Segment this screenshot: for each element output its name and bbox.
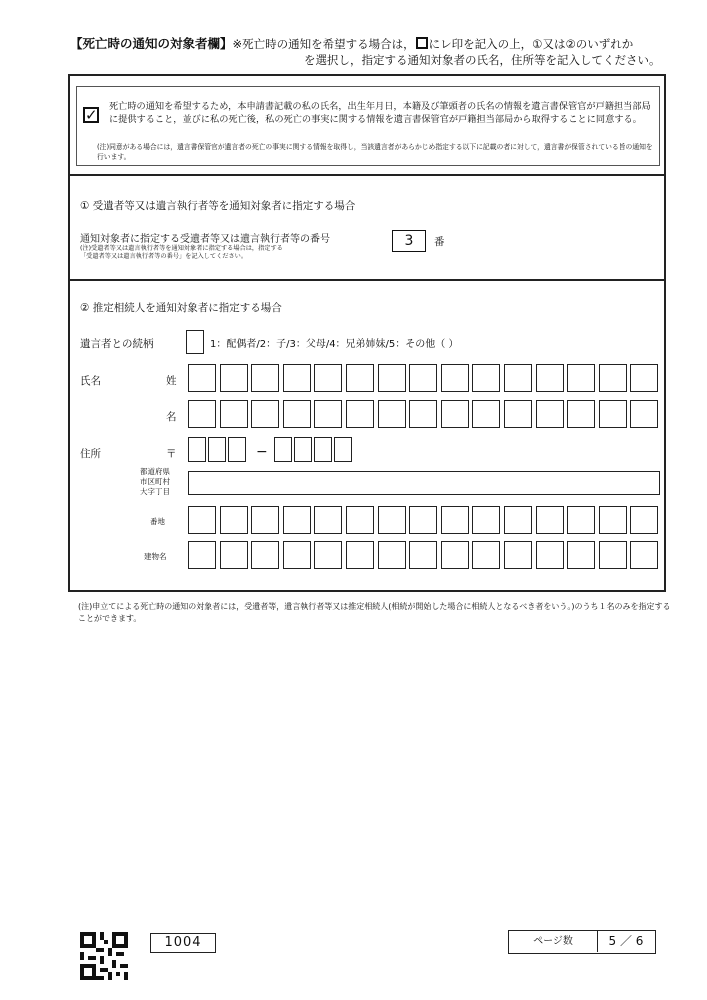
given-name-char-box[interactable] — [378, 400, 406, 428]
consent-checkbox[interactable]: ✓ — [85, 106, 98, 124]
building-char-box[interactable] — [536, 541, 564, 569]
postal-code-box[interactable] — [334, 437, 352, 462]
city-label: 市区町村 — [140, 477, 170, 486]
section1-number-label: 通知対象者に指定する受遺者等又は遺言執行者等の番号 — [80, 234, 330, 245]
building-char-box[interactable] — [346, 541, 374, 569]
building-char-box[interactable] — [409, 541, 437, 569]
given-name-char-box[interactable] — [536, 400, 564, 428]
address-label: 住所 — [80, 448, 101, 460]
banchi-char-box[interactable] — [472, 506, 500, 534]
building-char-box[interactable] — [630, 541, 658, 569]
page-label: ページ数 — [509, 931, 598, 952]
building-char-box[interactable] — [472, 541, 500, 569]
section1-note-line2: 「受遺者等又は遺言執行者等の番号」を記入してください。 — [80, 253, 248, 260]
document-number: 1004 — [150, 933, 216, 953]
banchi-char-box[interactable] — [283, 506, 311, 534]
header-instruction-start: ※死亡時の通知を希望する場合は， — [232, 37, 415, 51]
banchi-char-box[interactable] — [536, 506, 564, 534]
postal-code-box[interactable] — [294, 437, 312, 462]
given-name-char-box[interactable] — [283, 400, 311, 428]
surname-char-box[interactable] — [220, 364, 248, 392]
given-name-label: 名 — [166, 411, 177, 423]
building-char-box[interactable] — [567, 541, 595, 569]
banchi-char-box[interactable] — [630, 506, 658, 534]
building-char-box[interactable] — [504, 541, 532, 569]
consent-note: (注)同意がある場合には，遺言書保管官が遺言者の死亡の事実に関する情報を取得し，当該遺言者があらかじめ指定する以下に記載の者に対して，遺言書が保管されている旨の通知を行います。 — [97, 143, 653, 161]
surname-char-box[interactable] — [630, 364, 658, 392]
section-header — [70, 36, 670, 68]
given-name-char-box[interactable] — [251, 400, 279, 428]
banchi-char-box[interactable] — [251, 506, 279, 534]
name-label: 氏名 — [80, 375, 101, 387]
building-char-box[interactable] — [314, 541, 342, 569]
banchi-char-box[interactable] — [188, 506, 216, 534]
section1-note — [80, 245, 283, 261]
postal-code-box[interactable] — [188, 437, 206, 462]
page-indicator — [508, 930, 656, 954]
surname-char-box[interactable] — [251, 364, 279, 392]
relation-label: 遺言者との続柄 — [80, 338, 154, 350]
building-char-box[interactable] — [251, 541, 279, 569]
recipient-number-suffix: 番 — [434, 236, 445, 248]
notification-form — [68, 74, 666, 592]
district-label: 大字丁目 — [140, 487, 170, 496]
postal-code-box[interactable] — [274, 437, 292, 462]
building-label: 建物名 — [144, 552, 167, 561]
surname-char-box[interactable] — [188, 364, 216, 392]
page-value: 5 ／ 6 — [608, 934, 644, 948]
banchi-char-box[interactable] — [346, 506, 374, 534]
consent-text: 死亡時の通知を希望するため，本申請書記載の私の氏名，出生年月日，本籍及び筆頭者の氏名の情報を遺言書保管官が戸籍担当部局に提供すること，並びに私の死亡後，私の死亡の事実に関する情報を遺言書保管官が戸籍担当部局から取得することに同意する。 — [109, 101, 651, 125]
postal-dash: − — [256, 444, 268, 460]
surname-char-box[interactable] — [441, 364, 469, 392]
section-divider — [70, 279, 664, 281]
header-instruction-end: にレ印を記入の上，①又は②のいずれか — [428, 37, 634, 51]
surname-char-box[interactable] — [409, 364, 437, 392]
relation-code-field[interactable] — [186, 330, 204, 354]
footnote: (注)申立てによる死亡時の通知の対象者には，受遺者等，遺言執行者等又は推定相続人(相続が開始した場合に相続人となるべき者をいう。)のうち１名のみを指定することができます。 — [78, 602, 671, 623]
consent-block — [76, 86, 660, 166]
relation-options: 1：配偶者/2：子/3：父母/4：兄弟姉妹/5：その他（ ） — [210, 339, 459, 350]
section1-title: ① 受遺者等又は遺言執行者等を通知対象者に指定する場合 — [80, 200, 356, 212]
given-name-char-box[interactable] — [346, 400, 374, 428]
banchi-char-box[interactable] — [441, 506, 469, 534]
surname-char-box[interactable] — [536, 364, 564, 392]
building-char-box[interactable] — [188, 541, 216, 569]
given-name-char-box[interactable] — [472, 400, 500, 428]
banchi-label: 番地 — [150, 517, 165, 526]
given-name-char-box[interactable] — [188, 400, 216, 428]
recipient-number-field[interactable]: 3 — [392, 230, 426, 252]
surname-char-box[interactable] — [314, 364, 342, 392]
given-name-char-box[interactable] — [599, 400, 627, 428]
surname-char-box[interactable] — [504, 364, 532, 392]
banchi-char-box[interactable] — [220, 506, 248, 534]
surname-char-box[interactable] — [378, 364, 406, 392]
surname-char-box[interactable] — [472, 364, 500, 392]
postal-code-box[interactable] — [228, 437, 246, 462]
postal-code-box[interactable] — [208, 437, 226, 462]
section1-note-line1: (注)受遺者等又は遺言執行者等を通知対象者に指定する場合は，指定する — [80, 245, 283, 252]
postal-code-box[interactable] — [314, 437, 332, 462]
header-instruction-line2: を選択し，指定する通知対象者の氏名，住所等を記入してください。 — [304, 53, 661, 67]
banchi-char-box[interactable] — [378, 506, 406, 534]
qr-code-icon — [80, 932, 128, 980]
banchi-char-box[interactable] — [567, 506, 595, 534]
building-char-box[interactable] — [441, 541, 469, 569]
section-title: 【死亡時の通知の対象者欄】 — [70, 36, 233, 51]
given-name-char-box[interactable] — [504, 400, 532, 428]
building-char-box[interactable] — [599, 541, 627, 569]
given-name-char-box[interactable] — [630, 400, 658, 428]
building-char-box[interactable] — [378, 541, 406, 569]
building-char-box[interactable] — [220, 541, 248, 569]
surname-char-box[interactable] — [283, 364, 311, 392]
banchi-char-box[interactable] — [504, 506, 532, 534]
given-name-char-box[interactable] — [314, 400, 342, 428]
banchi-char-box[interactable] — [599, 506, 627, 534]
section2-title: ② 推定相続人を通知対象者に指定する場合 — [80, 302, 282, 314]
given-name-char-box[interactable] — [567, 400, 595, 428]
banchi-char-box[interactable] — [409, 506, 437, 534]
surname-label: 姓 — [166, 375, 177, 387]
prefecture-label: 都道府県 — [140, 467, 170, 476]
section-divider — [70, 174, 664, 176]
surname-char-box[interactable] — [346, 364, 374, 392]
building-char-box[interactable] — [283, 541, 311, 569]
given-name-char-box[interactable] — [220, 400, 248, 428]
checkbox-icon — [416, 37, 428, 49]
postal-mark: 〒 — [166, 448, 177, 460]
given-name-char-box[interactable] — [441, 400, 469, 428]
prefecture-city-field[interactable] — [188, 471, 660, 495]
surname-char-box[interactable] — [567, 364, 595, 392]
prefecture-city-label — [140, 467, 170, 497]
banchi-char-box[interactable] — [314, 506, 342, 534]
given-name-char-box[interactable] — [409, 400, 437, 428]
surname-char-box[interactable] — [599, 364, 627, 392]
